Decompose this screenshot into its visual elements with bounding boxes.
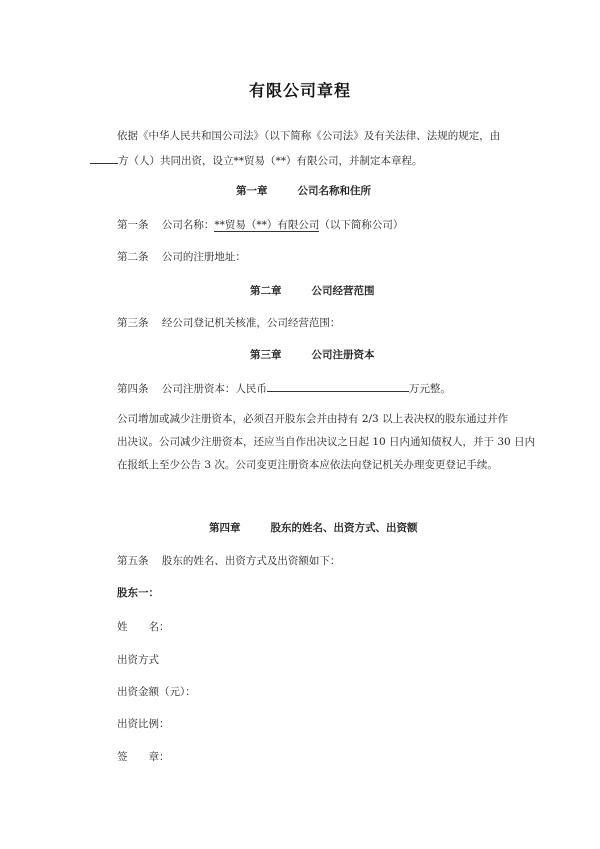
chapter-3-title: 公司注册资本 bbox=[311, 349, 375, 361]
field-seal-label: 签 章： bbox=[117, 751, 170, 763]
company-name: **贸易（**）有限公司 bbox=[214, 219, 320, 231]
article-5-text: 股东的姓名、出资方式及出资额如下： bbox=[161, 555, 341, 567]
chapter-2-number: 第二章 bbox=[250, 285, 282, 297]
article-2-label: 第二条 bbox=[117, 251, 149, 263]
article-2 bbox=[117, 250, 246, 264]
article-4-text-b: 万元整。 bbox=[408, 383, 451, 395]
article-4-text-a: 公司注册资本：人民币 bbox=[161, 383, 267, 395]
capital-para-line-2: 出决议。公司减少注册资本，还应当自作出决议之日起 10 日内通知债权人，并于 30 日内 bbox=[117, 436, 536, 448]
article-1-label: 第一条 bbox=[117, 219, 149, 231]
chapter-2-title: 公司经营范围 bbox=[311, 285, 375, 297]
intro-line-1: 依据《中华人民共和国公司法》（以下简称《公司法》及有关法律、法规的规定，由 bbox=[117, 130, 501, 142]
article-3-label: 第三条 bbox=[117, 317, 149, 329]
field-name-label: 姓 名： bbox=[117, 621, 170, 633]
chapter-1-heading bbox=[236, 184, 371, 198]
chapter-4-heading bbox=[209, 521, 418, 535]
chapter-4-title: 股东的姓名、出资方式、出资额 bbox=[270, 522, 418, 534]
article-5 bbox=[117, 554, 340, 568]
article-1 bbox=[117, 218, 403, 232]
article-4 bbox=[117, 380, 451, 396]
article-3-text: 经公司登记机关核准，公司经营范围： bbox=[161, 317, 341, 329]
capital-amount-blank bbox=[267, 380, 409, 392]
chapter-1-number: 第一章 bbox=[236, 185, 268, 197]
article-1-text-b: （以下简称公司） bbox=[319, 219, 404, 231]
intro-line-2-text: 方（人）共同出资，设立**贸易（**）有限公司，并制定本章程。 bbox=[118, 155, 423, 167]
page-title: 有限公司章程 bbox=[248, 81, 351, 100]
shareholder-label: 股东一： bbox=[117, 587, 159, 599]
article-2-text: 公司的注册地址： bbox=[161, 251, 246, 263]
article-3 bbox=[117, 316, 340, 330]
chapter-3-number: 第三章 bbox=[250, 349, 282, 361]
capital-para-line-3: 在报纸上至少公告 3 次。公司变更注册资本应依法向登记机关办理变更登记手续。 bbox=[117, 459, 498, 471]
field-amount-label: 出资金额（元）： bbox=[117, 686, 196, 698]
intro-line-2 bbox=[90, 152, 423, 168]
chapter-4-number: 第四章 bbox=[209, 522, 241, 534]
field-ratio-label: 出资比例： bbox=[117, 718, 170, 730]
capital-para-line-1: 公司增加或减少注册资本，必须召开股东会并由持有 2/3 以上表决权的股东通过并作 bbox=[117, 413, 509, 425]
chapter-2-heading bbox=[250, 284, 375, 298]
article-5-label: 第五条 bbox=[117, 555, 149, 567]
chapter-3-heading bbox=[250, 348, 375, 362]
field-method-label: 出资方式 bbox=[117, 654, 159, 666]
article-4-label: 第四条 bbox=[117, 383, 149, 395]
article-1-text-a: 公司名称： bbox=[161, 219, 215, 231]
chapter-1-title: 公司名称和住所 bbox=[297, 185, 371, 197]
blank-underline bbox=[90, 152, 118, 164]
